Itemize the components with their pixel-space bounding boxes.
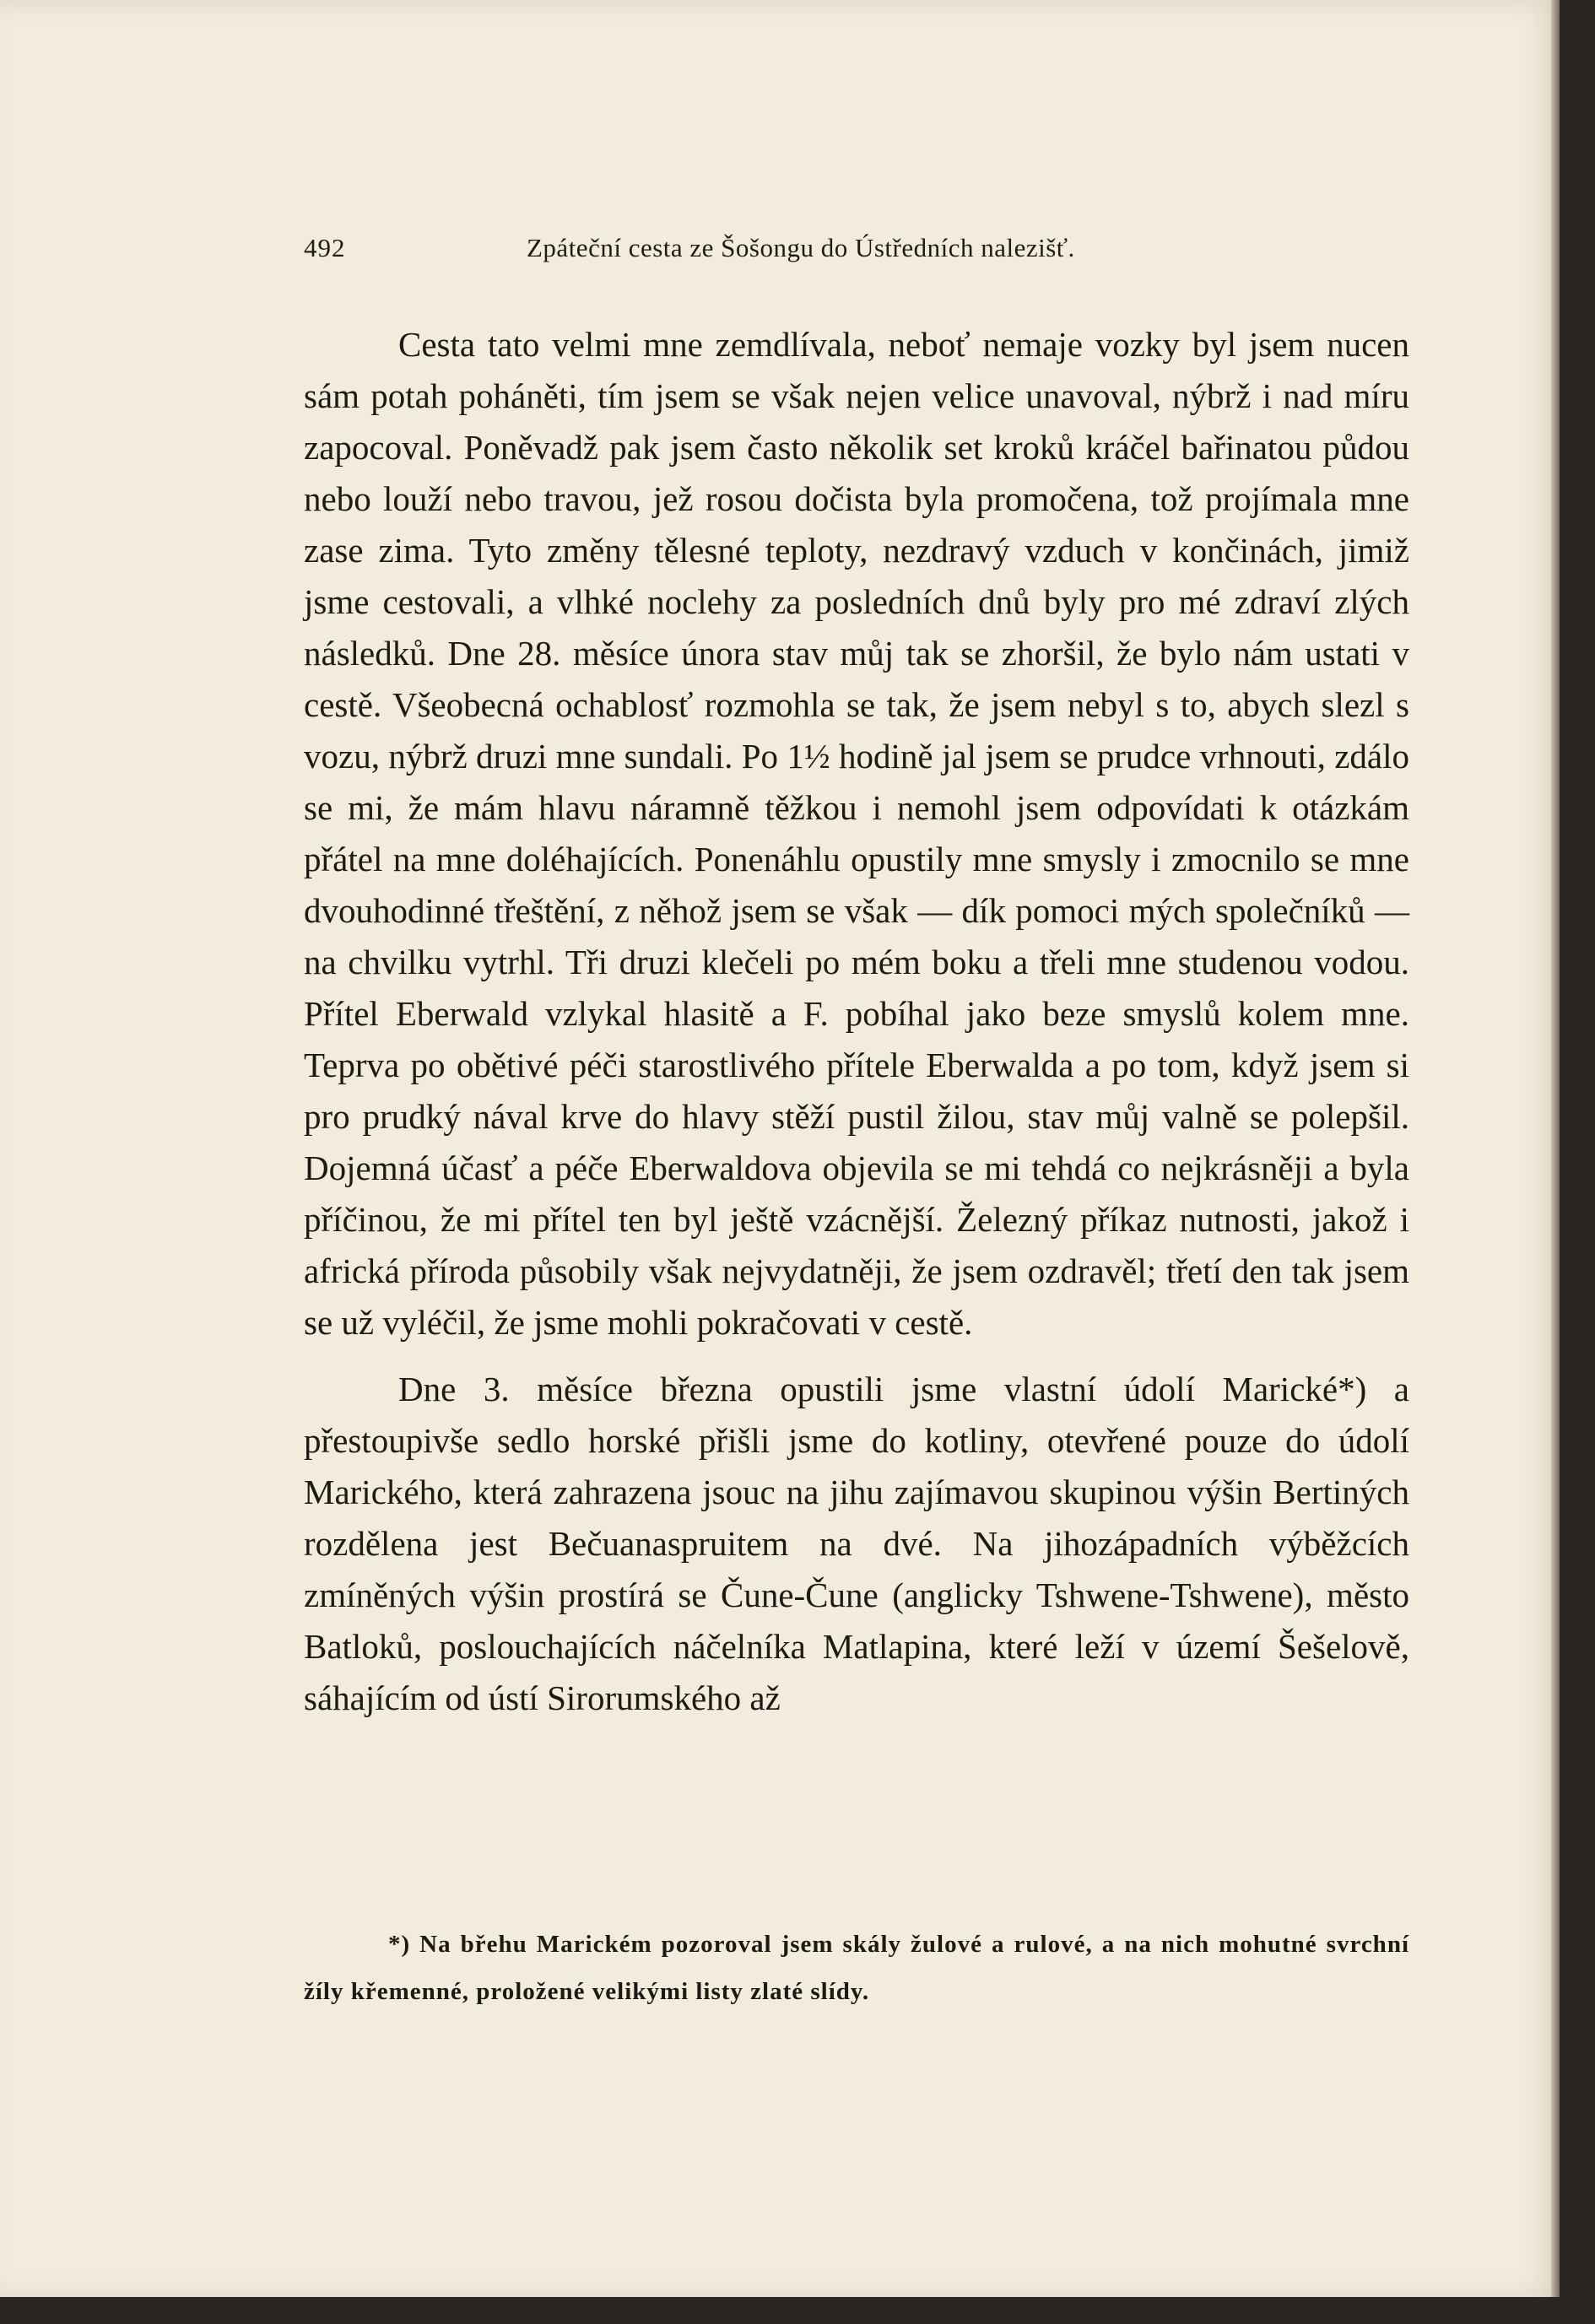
paragraph-2: Dne 3. měsíce března opustili jsme vlastní údolí Marické*) a přestoupivše sedlo horské přišli jsme do kotliny, otevřené pouze do údolí Marického, která zahrazena jsouc na jihu zajímavou skupinou výšin Bertiných rozdělena jest Bečuanaspruitem na dvé. Na jihozápadních výběžcích zmíněných výšin prostírá se Čune-Čune (anglicky Tshwene-Tshwene), město Batloků, poslouchajících náčelníka Matlapina, které leží v území Šešelově, sáhajícím od ústí Sirorumského až (304, 1370, 1409, 1717)
page-edge-shadow (1551, 0, 1560, 2297)
paragraph-1: Cesta tato velmi mne zemdlívala, neboť nemaje vozky byl jsem nucen sám potah poháněti, tím jsem se však nejen velice unavoval, nýbrž i nad míru zapocoval. Poněvadž pak jsem často několik set kroků kráčel bařinatou půdou nebo louží nebo travou, jež rosou dočista byla promočena, tož projímala mne zase zima. Tyto změny tělesné teploty, nezdravý vzduch v končinách, jimiž jsme cestovali, a vlhké noclehy za posledních dnů byly pro mé zdraví zlých následků. Dne 28. měsíce února stav můj tak se zhoršil, že bylo nám ustati v cestě. Všeobecná ochablosť rozmohla se tak, že jsem nebyl s to, abych slezl s vozu, nýbrž druzi mne sundali. Po 1½ hodině jal jsem se prudce vrhnouti, zdálo se mi, že mám hlavu náramně těžkou i nemohl jsem odpovídati k otázkám přátel na mne doléhajících. Ponenáhlu opustily mne smysly i zmocnilo se mne dvouhodinné třeštění, z něhož jsem se však — dík pomoci mých společníků — na chvilku vytrhl. Tři druzi klečeli po mém boku a třeli mne studenou vodou. Přítel Eberwald vzlykal hlasitě a F. pobíhal jako beze smyslů kolem mne. Teprva po obětivé péči starostlivého přítele Eberwalda a po tom, když jsem si pro prudký nával krve do hlavy stěží pustil žilou, stav můj valně se polepšil. Dojemná účasť a péče Eberwaldova objevila se mi tehdá co nejkrásněji a byla příčinou, že mi přítel ten byl ještě vzácnější. Železný příkaz nutnosti, jakož i africká příroda působily však nejvydatněji, že jsem ozdravěl; třetí den tak jsem se už vyléčil, že jsme mohli pokračovati v cestě. (304, 325, 1409, 1342)
main-text (304, 319, 1409, 1724)
page-number: 492 (304, 233, 346, 262)
running-title: Zpáteční cesta ze Šošongu do Ústředních nalezišť. (527, 233, 1075, 262)
footnote: *) Na břehu Marickém pozoroval jsem skály žulové a rulové, a na nich mohutné svrchní žíly křemenné, proložené velikými listy zlaté slídy. (304, 1931, 1409, 2005)
running-head (304, 233, 1409, 272)
